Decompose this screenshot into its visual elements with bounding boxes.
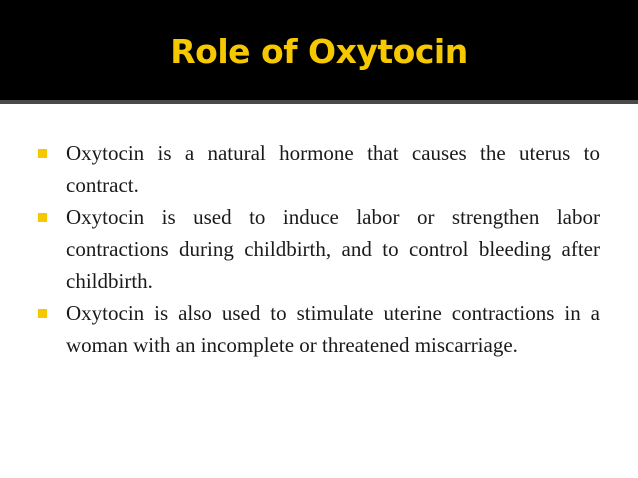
- square-bullet-icon: [38, 213, 47, 222]
- bullet-item: [38, 137, 600, 201]
- square-bullet-icon: [38, 309, 47, 318]
- slide-title: Role of Oxytocin: [170, 32, 468, 71]
- bullet-list: [38, 137, 600, 361]
- bullet-text: Oxytocin is also used to stimulate uterine contractions in a woman with an incomplete or threatened miscarriage.: [66, 301, 600, 357]
- bullet-text: Oxytocin is a natural hormone that causes the uterus to contract.: [66, 141, 600, 197]
- bullet-item: [38, 201, 600, 297]
- square-bullet-icon: [38, 149, 47, 158]
- bullet-text: Oxytocin is used to induce labor or strengthen labor contractions during childbirth, and to control bleeding after childbirth.: [66, 205, 600, 293]
- title-bar: [0, 0, 638, 100]
- title-divider: [0, 100, 638, 104]
- bullet-item: [38, 297, 600, 361]
